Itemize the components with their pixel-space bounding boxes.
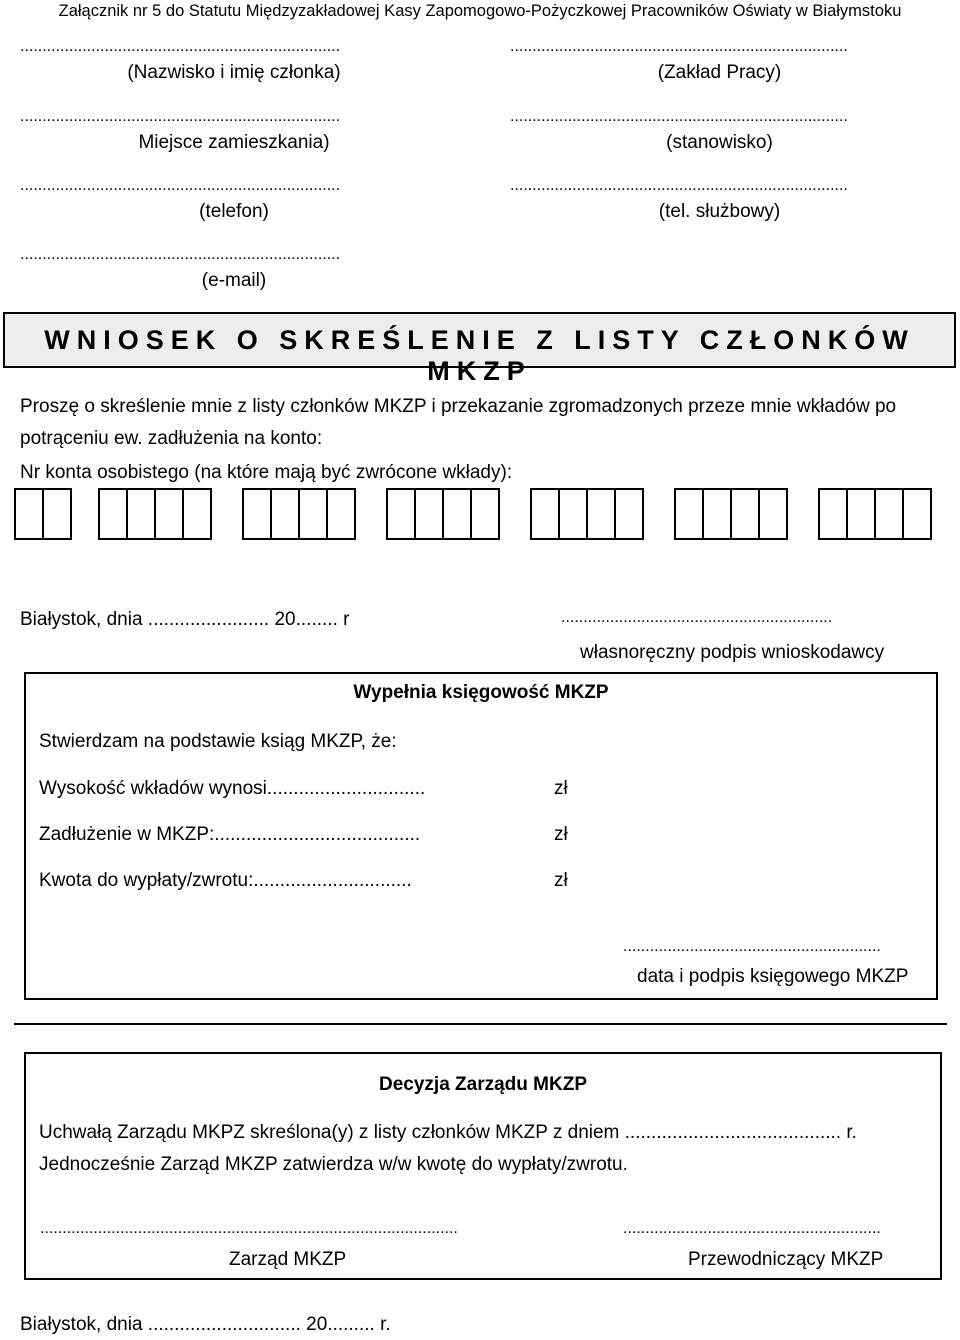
request-line-2: potrąceniu ew. zadłużenia na konto: (20, 428, 323, 449)
board-decision-section (24, 1052, 942, 1280)
decision-line-1[interactable]: Uchwałą Zarządu MKPZ skreślona(y) z listy członków MKZP z dniem ......................................... r. (39, 1122, 857, 1143)
workplace-label: (Zakład Pracy) (657, 62, 782, 83)
account-digit-group (242, 488, 354, 540)
account-number-label: Nr konta osobistego (na które mają być zwrócone wkłady): (20, 462, 513, 483)
account-digit-box[interactable] (558, 488, 588, 540)
account-digit-box[interactable] (674, 488, 704, 540)
account-digit-box[interactable] (98, 488, 128, 540)
account-digit-box[interactable] (470, 488, 500, 540)
member-name-label: (Nazwisko i imię członka) (127, 62, 341, 83)
title-banner (3, 312, 956, 386)
account-digit-box[interactable] (846, 488, 876, 540)
chair-signature-line[interactable]: .......................................................... (623, 1220, 881, 1237)
debt-currency: zł (554, 824, 568, 845)
footer-place-date[interactable]: Białystok, dnia ............................. 20......... r. (20, 1314, 391, 1335)
account-digit-group (674, 488, 786, 540)
deposits-amount-field[interactable]: Wysokość wkładów wynosi.............................. (39, 778, 426, 799)
request-line-1: Proszę o skreślenie mnie z listy członków MKZP i przekazanie zgromadzonych przeze mnie wkładów po (20, 396, 897, 417)
account-digit-box[interactable] (270, 488, 300, 540)
account-digit-box[interactable] (730, 488, 760, 540)
board-signature-line[interactable]: .............................................................................................. (40, 1220, 458, 1237)
email-label: (e-mail) (201, 270, 267, 291)
account-digit-group (818, 488, 930, 540)
work-phone-label: (tel. służbowy) (658, 201, 781, 222)
application-place-date[interactable]: Białystok, dnia ....................... 20........ r (20, 609, 350, 630)
account-digit-box[interactable] (126, 488, 156, 540)
annex-header: Załącznik nr 5 do Statutu Międzyzakładowej Kasy Zapomogowo-Pożyczkowej Pracowników Oświaty w Białymstoku (58, 2, 902, 20)
account-digit-box[interactable] (586, 488, 616, 540)
account-digit-box[interactable] (14, 488, 44, 540)
account-digit-box[interactable] (182, 488, 212, 540)
accounting-statement: Stwierdzam na podstawie ksiąg MKZP, że: (39, 731, 397, 752)
work-phone-dotted-line[interactable]: ............................................................................ (510, 177, 848, 194)
account-digit-group (386, 488, 498, 540)
account-digit-box[interactable] (614, 488, 644, 540)
phone-label: (telefon) (199, 201, 269, 222)
deposits-currency: zł (554, 778, 568, 799)
account-digit-box[interactable] (414, 488, 444, 540)
document-title: WNIOSEK O SKREŚLENIE Z LISTY CZŁONKÓW MKZP (44, 325, 915, 386)
account-digit-group (530, 488, 642, 540)
name-dotted-line[interactable]: ........................................................................ (20, 38, 341, 55)
accounting-section (24, 672, 938, 1000)
debt-amount-field[interactable]: Zadłużenie w MKZP:....................................... (39, 824, 421, 845)
accounting-heading: Wypełnia księgowość MKZP (353, 682, 609, 703)
position-label: (stanowisko) (666, 132, 773, 153)
residence-label: Miejsce zamieszkania) (138, 132, 330, 153)
applicant-signature-line[interactable]: ............................................................. (561, 609, 833, 626)
account-digit-box[interactable] (758, 488, 788, 540)
residence-dotted-line[interactable]: ........................................................................ (20, 108, 341, 125)
account-digit-box[interactable] (442, 488, 472, 540)
workplace-dotted-line[interactable]: ............................................................................ (510, 38, 848, 55)
account-digit-box[interactable] (874, 488, 904, 540)
account-digit-box[interactable] (242, 488, 272, 540)
payout-currency: zł (554, 870, 568, 891)
chair-signature-label: Przewodniczący MKZP (688, 1249, 884, 1270)
account-digit-box[interactable] (902, 488, 932, 540)
account-digit-box[interactable] (530, 488, 560, 540)
account-digit-box[interactable] (154, 488, 184, 540)
account-digit-group (98, 488, 210, 540)
email-dotted-line[interactable]: ........................................................................ (20, 246, 341, 263)
account-digit-box[interactable] (386, 488, 416, 540)
account-digit-box[interactable] (326, 488, 356, 540)
account-digit-box[interactable] (702, 488, 732, 540)
section-divider (14, 1023, 947, 1025)
decision-heading: Decyzja Zarządu MKZP (379, 1074, 587, 1095)
decision-line-2: Jednocześnie Zarząd MKZP zatwierdza w/w kwotę do wypłaty/zwrotu. (39, 1154, 628, 1175)
account-digit-box[interactable] (818, 488, 848, 540)
account-digit-box[interactable] (42, 488, 72, 540)
position-dotted-line[interactable]: ............................................................................ (510, 108, 848, 125)
board-signature-label: Zarząd MKZP (229, 1249, 347, 1270)
accountant-signature-label: data i podpis księgowego MKZP (637, 966, 909, 987)
account-digit-box[interactable] (298, 488, 328, 540)
account-digit-group (14, 488, 70, 540)
payout-amount-field[interactable]: Kwota do wypłaty/zwrotu:.............................. (39, 870, 412, 891)
phone-dotted-line[interactable]: ........................................................................ (20, 177, 341, 194)
applicant-signature-label: własnoręczny podpis wnioskodawcy (580, 642, 885, 663)
accountant-signature-line[interactable]: .......................................................... (623, 938, 881, 955)
